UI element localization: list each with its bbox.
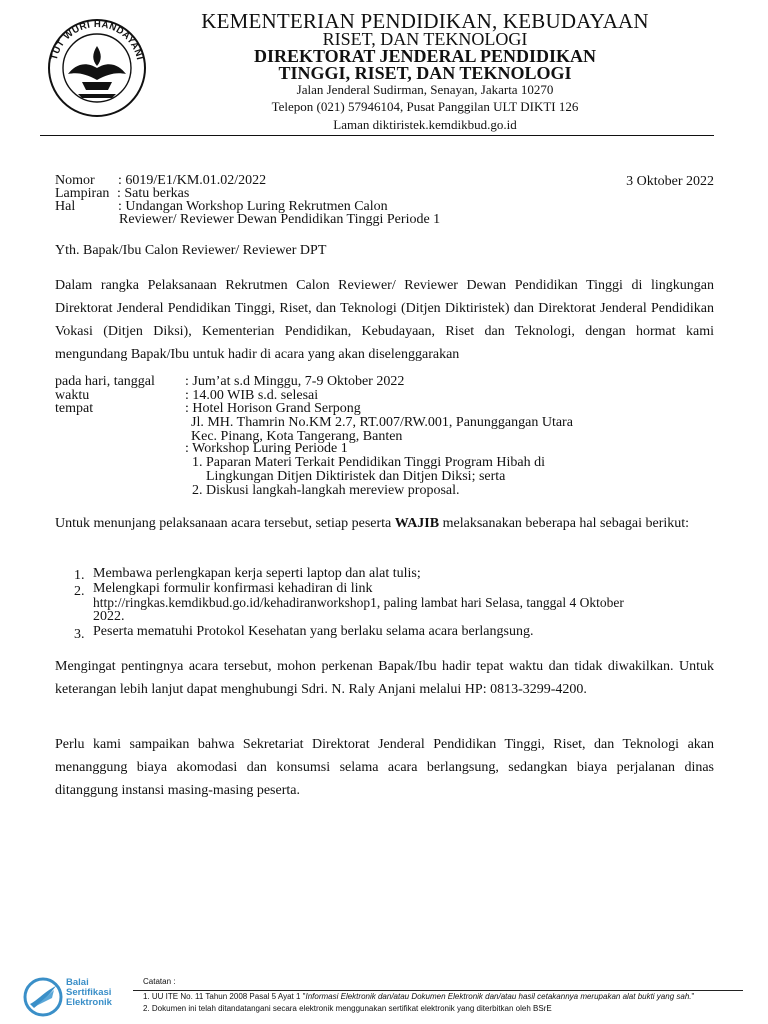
list-number: 1.	[74, 568, 85, 583]
letterhead-website: Laman diktiristek.kemdikbud.go.id	[333, 117, 517, 132]
list-number: 3.	[74, 627, 85, 642]
logo-arc-text: TUT WURI HANDAYANI	[48, 18, 146, 62]
paragraph-costs: Perlu kami sampaikan bahwa Sekretariat Direktorat Jenderal Pendidikan Tinggi, Riset, dan Teknologi akan menanggung biaya akomodasi dan konsumsi selama acara berlangsung, sedangkan biaya perjalanan dinas ditanggung instansi masing-masing peserta.	[55, 737, 714, 798]
footer-note-1	[143, 993, 694, 1001]
requirements-text-post: melaksanakan beberapa hal sebagai berikut:	[439, 516, 690, 531]
footer-divider	[133, 990, 743, 991]
bsre-logo-icon	[22, 976, 64, 1018]
letterhead-directorate: DIREKTORAT JENDERAL PENDIDIKAN	[253, 46, 597, 66]
event-place-label: tempat	[55, 401, 94, 416]
bsre-name-line2: Sertifikasi	[66, 987, 112, 998]
hal-value: : Undangan Workshop Luring Rekrutmen Calon	[118, 199, 388, 214]
event-time-label: waktu	[55, 388, 90, 403]
tut-wuri-handayani-logo-icon	[38, 10, 156, 118]
event-time-value: : 14.00 WIB s.d. selesai	[185, 388, 319, 403]
hal-value-line2: Reviewer/ Reviewer Dewan Pendidikan Tinggi Periode 1	[119, 212, 441, 227]
event-day-label: pada hari, tanggal	[55, 374, 155, 389]
footer-note-2: 2. Dokumen ini telah ditandatangani secara elektronik menggunakan sertifikat elektronik yang diterbitkan oleh BSrE	[143, 1004, 552, 1013]
event-agenda-item2: 2. Diskusi langkah-langkah mereview proposal.	[192, 483, 460, 498]
footer-note-1-quote: Informasi Elektronik dan/atau Dokumen Elektronik dan/atau hasil cetakannya merupakan alat bukti yang sah.	[305, 992, 692, 1001]
requirements-text-bold: WAJIB	[394, 516, 440, 531]
paragraph-invitation: Dalam rangka Pelaksanaan Rekrutmen Calon Reviewer/ Reviewer Dewan Pendidikan Tinggi di lingkungan Direktorat Jenderal Pendidikan Tinggi, Riset, dan Teknologi (Ditjen Diktiristek) dan Direktorat Jenderal Pendidikan Vokasi (Ditjen Diksi), Kementerian Pendidikan, Kebudayaan, Riset dan Teknologi, dengan hormat kami mengundang Bapak/Ibu untuk hadir di acara yang akan diselenggarakan	[55, 278, 714, 362]
bsre-name-line1: Balai	[66, 977, 89, 988]
list-item-continued: 2022.	[93, 609, 125, 624]
footer-note-1-pre: 1. UU ITE No. 11 Tahun 2008 Pasal 5 Ayat 1 "	[143, 992, 306, 1001]
footer-notes-title: Catatan :	[143, 977, 176, 986]
paragraph-contact: Mengingat pentingnya acara tersebut, mohon perkenan Bapak/Ibu hadir tepat waktu dan tidak diwakilkan. Untuk keterangan lebih lanjut dapat menghubungi Sdri. N. Raly Anjani melalui HP: 0813-3299-4200.	[55, 659, 714, 697]
letterhead-directorate-line2: TINGGI, RISET, DAN TEKNOLOGI	[278, 63, 572, 83]
letterhead-phone: Telepon (021) 57946104, Pusat Panggilan ULT DIKTI 126	[271, 99, 579, 114]
bsre-name-line3: Elektronik	[66, 997, 112, 1008]
list-item: Melengkapi formulir konfirmasi kehadiran di link	[93, 581, 373, 596]
letterhead-ministry-line2: RISET, DAN TEKNOLOGI	[322, 29, 528, 49]
lampiran-value: : Satu berkas	[117, 186, 190, 201]
event-agenda-value: : Workshop Luring Periode 1	[185, 441, 348, 456]
event-place-value: : Hotel Horison Grand Serpong	[185, 401, 361, 416]
salutation: Yth. Bapak/Ibu Calon Reviewer/ Reviewer DPT	[55, 243, 327, 258]
letter-date: 3 Oktober 2022	[626, 174, 714, 189]
footer-note-1-post: "	[691, 992, 695, 1001]
event-agenda-item1: 1. Paparan Materi Terkait Pendidikan Tinggi Program Hibah di	[192, 455, 545, 470]
letterhead-address: Jalan Jenderal Sudirman, Senayan, Jakarta 10270	[296, 82, 554, 97]
hal-label: Hal	[55, 199, 76, 214]
nomor-label: Nomor	[55, 173, 95, 188]
list-number: 2.	[74, 584, 85, 599]
list-item-link: http://ringkas.kemdikbud.go.id/kehadiranworkshop1, paling lambat hari Selasa, tanggal 4 Oktober	[93, 595, 624, 610]
event-day-value: : Jum’at s.d Minggu, 7-9 Oktober 2022	[185, 374, 405, 389]
event-place-address1: Jl. MH. Thamrin No.KM 2.7, RT.007/RW.001, Panunggangan Utara	[191, 415, 573, 430]
paragraph-requirements	[55, 512, 714, 535]
event-agenda-item1-line2: Lingkungan Ditjen Diktiristek dan Ditjen Diksi; serta	[206, 469, 506, 484]
requirements-text-pre: Untuk menunjang pelaksanaan acara tersebut, setiap peserta	[55, 516, 395, 531]
letterhead-divider	[40, 135, 714, 136]
lampiran-label: Lampiran	[55, 186, 110, 201]
letterhead-ministry: KEMENTERIAN PENDIDIKAN, KEBUDAYAAN	[201, 9, 649, 33]
list-item: Peserta mematuhi Protokol Kesehatan yang berlaku selama acara berlangsung.	[93, 624, 534, 639]
event-place-address2: Kec. Pinang, Kota Tangerang, Banten	[191, 429, 403, 444]
list-item: Membawa perlengkapan kerja seperti laptop dan alat tulis;	[93, 566, 421, 581]
nomor-value: : 6019/E1/KM.01.02/2022	[118, 173, 267, 188]
bsre-name	[66, 978, 112, 1008]
